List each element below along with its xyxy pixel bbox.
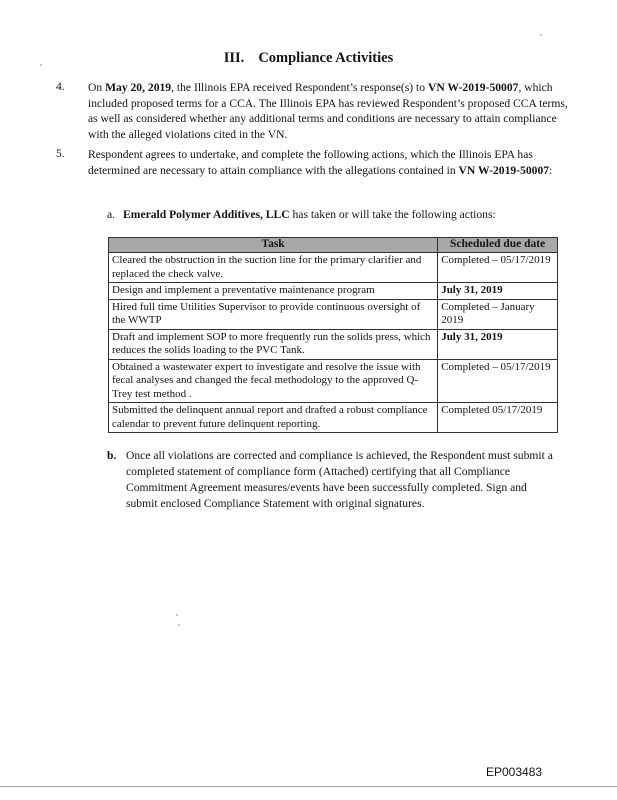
due-date-cell: July 31, 2019	[438, 283, 558, 300]
scan-speck	[176, 614, 178, 616]
task-cell: Design and implement a preventative maintenance program	[109, 283, 438, 300]
paragraph-5-number: 5.	[56, 147, 65, 160]
task-cell: Cleared the obstruction in the suction line for the primary clarifier and replaced the check valve.	[109, 253, 438, 283]
due-date-cell: Completed 05/17/2019	[438, 403, 558, 433]
table-row	[109, 253, 558, 283]
subitem-a-letter: a.	[107, 208, 116, 221]
section-title: Compliance Activities	[258, 50, 394, 66]
page-bottom-rule	[0, 786, 617, 787]
violation-notice-id: VN W-2019-50007	[458, 163, 550, 177]
task-column-header: Task	[109, 238, 438, 253]
bates-number: EP003483	[486, 765, 543, 779]
table-row	[109, 299, 558, 329]
paragraph-5: Respondent agrees to undertake, and complete the following actions, which the Illinois EPA has determined are necessary to attain compliance with the allegations contained in VN W-2019-50007:	[88, 148, 553, 177]
scan-speck	[540, 34, 542, 36]
due-date-cell: July 31, 2019	[438, 329, 558, 359]
task-cell: Obtained a wastewater expert to investigate and resolve the issue with fecal analyses and changed the fecal methodology to the approved Q-Trey test method .	[109, 359, 438, 403]
table-row	[109, 283, 558, 300]
task-cell: Draft and implement SOP to more frequently run the solids press, which reduces the solids loading to the PVC Tank.	[109, 329, 438, 359]
subitem-b-text: Once all violations are corrected and compliance is achieved, the Respondent must submit a completed statement of compliance form (Attached) certifying that all Compliance Commitment Agreement measures/events have been successfully completed. Sign and submit enclosed Compliance Statement with original signatures.	[126, 449, 553, 510]
due-date-cell: Completed – January 2019	[438, 299, 558, 329]
table-row	[109, 359, 558, 403]
received-date: May 20, 2019	[105, 81, 172, 94]
scan-speck	[40, 64, 42, 66]
table-row	[109, 329, 558, 359]
table-row	[109, 403, 558, 433]
due-date-cell: Completed – 05/17/2019	[438, 359, 558, 403]
table-header-row	[109, 238, 558, 253]
company-name: Emerald Polymer Additives, LLC	[123, 208, 290, 221]
subitem-b-letter: b.	[107, 449, 117, 462]
paragraph-4-number: 4.	[56, 80, 65, 93]
paragraph-4: On May 20, 2019, the Illinois EPA received Respondent’s response(s) to VN W-2019-50007, which included proposed terms for a CCA. The Illinois EPA has reviewed Respondent’s proposed CCA terms, as well as considered whether any additional terms and conditions are necessary to attain compliance with the alleged violations cited in the VN.	[88, 81, 568, 141]
task-cell: Hired full time Utilities Supervisor to provide continuous oversight of the WWTP	[109, 299, 438, 329]
subitem-a: a. Emerald Polymer Additives, LLC has taken or will take the following actions:	[107, 208, 496, 221]
task-cell: Submitted the delinquent annual report and drafted a robust compliance calendar to prevent future delinquent reporting.	[109, 403, 438, 433]
scan-speck	[178, 624, 180, 626]
due-date-column-header: Scheduled due date	[438, 238, 558, 253]
due-date-cell: Completed – 05/17/2019	[438, 253, 558, 283]
compliance-actions-table	[108, 237, 558, 433]
section-heading	[0, 50, 617, 67]
violation-notice-id: VN W-2019-50007	[427, 81, 519, 94]
section-number: III.	[223, 50, 245, 66]
